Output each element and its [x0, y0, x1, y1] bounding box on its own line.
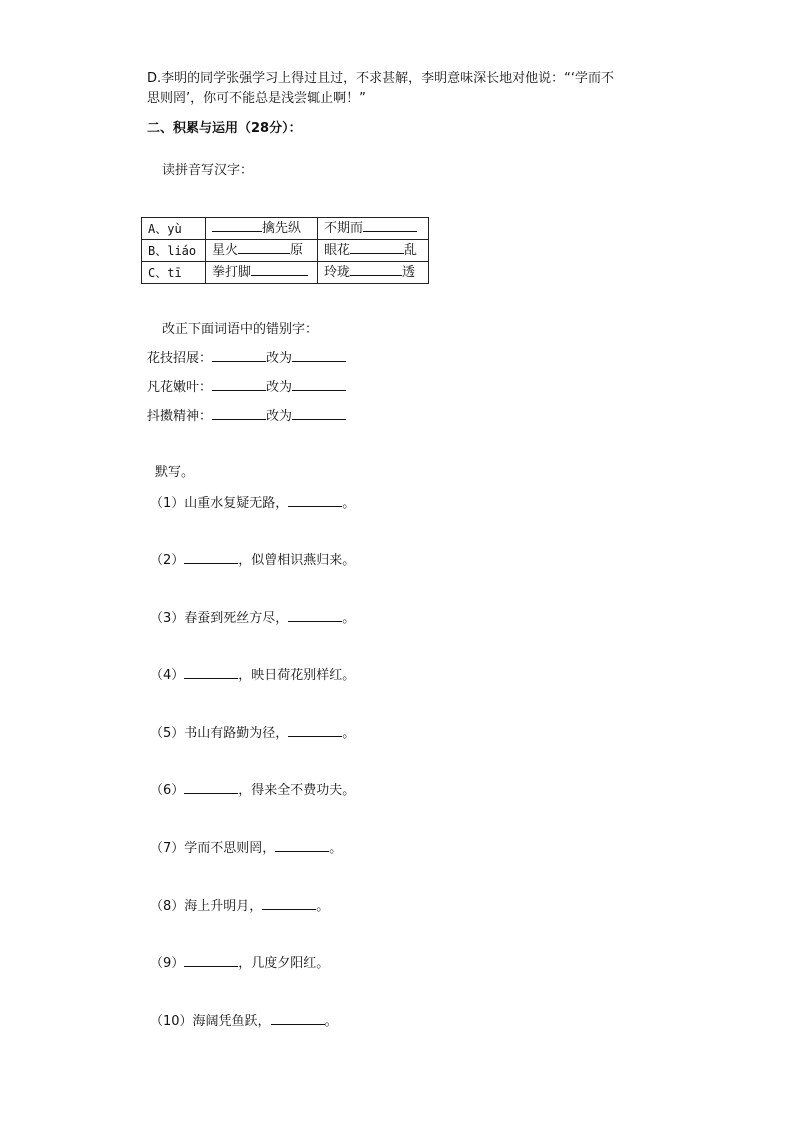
- item-number: （7）: [150, 841, 185, 856]
- item-number: （8）: [150, 899, 185, 914]
- word-after: 擒先纵: [262, 221, 302, 236]
- item-number: （10）: [150, 1014, 193, 1029]
- correction-sep: 改为: [266, 380, 293, 395]
- item-after: 。: [342, 611, 356, 626]
- recite-item: [150, 838, 342, 858]
- correction-word: 花技招展：: [147, 351, 213, 366]
- pinyin-instruction: 读拼音写汉字：: [162, 163, 254, 178]
- correction-sep: 改为: [266, 351, 293, 366]
- blank-line: [212, 348, 266, 362]
- recite-item: [150, 723, 355, 743]
- section-title: 二、积累与运用（28分）：: [147, 121, 302, 136]
- item-after: 。: [342, 726, 356, 741]
- item-number: （9）: [150, 956, 185, 971]
- pinyin-table: [141, 217, 429, 284]
- pinyin-label: B、liáo: [142, 240, 206, 262]
- item-after: ，得来全不费功夫。: [238, 783, 356, 798]
- item-before: 春蚕到死丝方尽，: [184, 611, 289, 626]
- item-before: 学而不思则罔，: [184, 841, 276, 856]
- blank-line: [271, 1011, 325, 1025]
- blank-line: [184, 953, 238, 967]
- item-after: 。: [316, 899, 330, 914]
- correction-item: [147, 348, 346, 368]
- word-before: 玲珑: [324, 265, 351, 280]
- word-cell: [206, 262, 318, 284]
- recite-item: [150, 608, 355, 628]
- word-after: 乱: [404, 243, 418, 258]
- recite-item: [150, 953, 329, 973]
- item-after: 。: [342, 496, 356, 511]
- item-before: 海上升明月，: [184, 899, 263, 914]
- item-before: 书山有路勤为径，: [184, 726, 289, 741]
- item-after: ，几度夕阳红。: [238, 956, 330, 971]
- blank-line: [184, 550, 238, 564]
- word-after: 原: [290, 243, 304, 258]
- item-number: （5）: [150, 726, 185, 741]
- recite-item: [150, 550, 355, 570]
- word-before: 眼花: [324, 243, 351, 258]
- correction-sep: 改为: [266, 409, 293, 424]
- word-cell: [206, 218, 318, 240]
- blank-line: [292, 377, 346, 391]
- blank-line: [363, 218, 417, 232]
- word-before: 拳打脚: [212, 265, 252, 280]
- option-d-line2: 思则罔’，你可不能总是浅尝辄止啊！”: [147, 91, 366, 106]
- table-row: [142, 240, 429, 262]
- recite-item: [150, 896, 329, 916]
- item-number: （3）: [150, 611, 185, 626]
- blank-line: [212, 406, 266, 420]
- correction-word: 抖擞精神：: [147, 409, 213, 424]
- blank-line: [212, 218, 262, 232]
- blank-line: [184, 665, 238, 679]
- recite-item: [150, 665, 355, 685]
- recite-item: [150, 493, 355, 513]
- item-before: 山重水复疑无路，: [184, 496, 289, 511]
- item-number: （4）: [150, 668, 185, 683]
- word-before: 不期而: [324, 221, 364, 236]
- blank-line: [251, 262, 308, 276]
- blank-line: [292, 406, 346, 420]
- recite-item: [150, 780, 355, 800]
- blank-line: [275, 838, 329, 852]
- recite-instruction: 默写。: [155, 465, 195, 480]
- correction-item: [147, 377, 346, 397]
- table-row: [142, 218, 429, 240]
- blank-line: [288, 723, 342, 737]
- item-after: ，映日荷花别样红。: [238, 668, 356, 683]
- word-cell: [318, 240, 429, 262]
- table-row: [142, 262, 429, 284]
- correction-word: 凡花嫩叶：: [147, 380, 213, 395]
- blank-line: [238, 240, 290, 254]
- blank-line: [184, 780, 238, 794]
- item-after: 。: [324, 1014, 338, 1029]
- blank-line: [292, 348, 346, 362]
- blank-line: [212, 377, 266, 391]
- item-number: （6）: [150, 783, 185, 798]
- item-after: 。: [329, 841, 343, 856]
- blank-line: [350, 262, 402, 276]
- pinyin-label: A、yù: [142, 218, 206, 240]
- word-before: 星火: [212, 243, 239, 258]
- word-after: 透: [402, 265, 416, 280]
- item-after: ，似曾相识燕归来。: [238, 553, 356, 568]
- correction-instruction: 改正下面词语中的错别字：: [162, 322, 319, 337]
- item-before: 海阔凭鱼跃，: [192, 1014, 271, 1029]
- correction-item: [147, 406, 346, 426]
- word-cell: [318, 218, 429, 240]
- pinyin-label: C、tī: [142, 262, 206, 284]
- word-cell: [318, 262, 429, 284]
- word-cell: [206, 240, 318, 262]
- blank-line: [288, 608, 342, 622]
- item-number: （1）: [150, 496, 185, 511]
- blank-line: [262, 896, 316, 910]
- blank-line: [350, 240, 404, 254]
- item-number: （2）: [150, 553, 185, 568]
- option-d-line1: D.李明的同学张强学习上得过且过，不求甚解，李明意味深长地对他说：“‘学而不: [147, 71, 615, 86]
- blank-line: [288, 493, 342, 507]
- recite-item: [150, 1011, 338, 1031]
